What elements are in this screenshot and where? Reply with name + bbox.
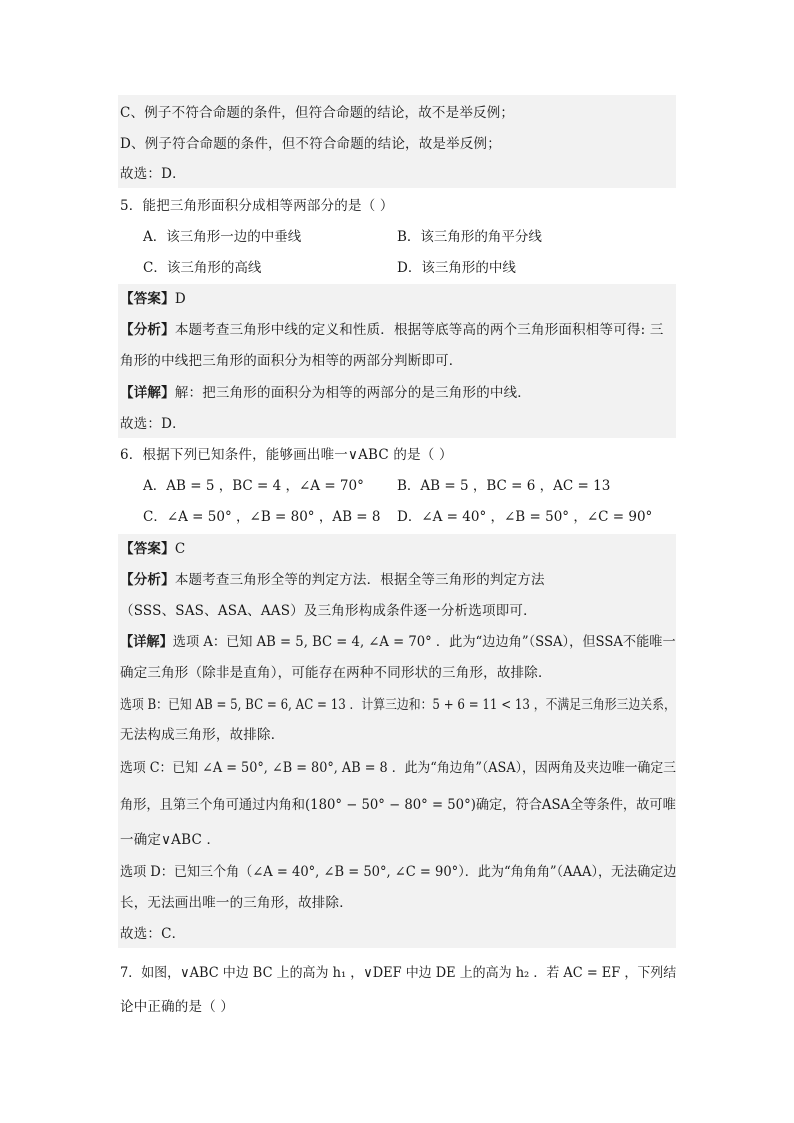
detail-text: 解：把三角形的面积分为相等的两部分的是三角形的中线． — [174, 385, 532, 401]
q7-stem-cont: 论中正确的是（ ） — [120, 999, 235, 1015]
answer-label: 【答案】 — [120, 541, 175, 557]
q5-analysis-cont: 角形的中线把三角形的面积分为相等的两部分判断即可． — [120, 353, 463, 369]
q5-analysis — [120, 322, 664, 338]
q6-option-d: D．∠A = 40° ，∠B = 50° ，∠C = 90° — [397, 509, 653, 525]
q6-analysis — [120, 572, 545, 588]
detail-label: 【详解】 — [120, 385, 175, 401]
q4-option-c-explanation: C、例子不符合命题的条件，但符合命题的结论，故不是举反例； — [120, 105, 515, 121]
q6-detail-d: 选项 D：已知三个角（∠A = 40°, ∠B = 50°, ∠C = 90°）．此为“角角角”（AAA），无法确定边 — [120, 864, 677, 880]
q5-stem: 5．能把三角形面积分成相等两部分的是（ ） — [120, 198, 394, 214]
q6-detail-c: 选项 C：已知 ∠A = 50°, ∠B = 80°, AB = 8 ．此为“角边角”（ASA），因两角及夹边唯一确定三 — [120, 760, 676, 776]
answer-value: C — [174, 541, 186, 557]
q6-detail-b-cont: 无法构成三角形，故排除． — [120, 727, 285, 743]
q6-answer — [120, 541, 185, 557]
analysis-label: 【分析】 — [120, 322, 175, 338]
q6-detail-c-cont2: 一确定∨ABC ． — [120, 832, 221, 848]
q6-option-a: A．AB = 5 ，BC = 4 ，∠A = 70° — [143, 478, 364, 494]
analysis-text: 本题考查三角形中线的定义和性质．根据等底等高的两个三角形面积相等可得: 三 — [174, 322, 664, 338]
q5-choose: 故选：D． — [120, 416, 186, 432]
q6-detail-d-cont: 长，无法画出唯一的三角形，故排除． — [120, 895, 353, 911]
q6-option-c: C．∠A = 50° ，∠B = 80° ，AB = 8 — [143, 509, 381, 525]
q4-option-d-explanation: D、例子符合命题的条件，但不符合命题的结论，故是举反例； — [120, 136, 501, 152]
q6-option-b: B．AB = 5 ，BC = 6 ，AC = 13 — [397, 478, 611, 494]
detail-text: 选项 A：已知 AB = 5, BC = 4, ∠A = 70° ．此为“边边角”（SSA），但SSA不能唯一 — [172, 634, 676, 650]
analysis-text: 本题考查三角形全等的判定方法．根据全等三角形的判定方法 — [174, 572, 545, 588]
q5-option-b: B．该三角形的角平分线 — [397, 229, 542, 245]
q5-answer — [120, 291, 186, 307]
analysis-label: 【分析】 — [120, 572, 175, 588]
q6-analysis-cont: （SSS、SAS、ASA、AAS）及三角形构成条件逐一分析选项即可． — [120, 603, 537, 619]
q6-detail-a — [120, 634, 676, 650]
q6-choose: 故选：C． — [120, 926, 186, 942]
q5-option-c: C．该三角形的高线 — [143, 260, 262, 276]
q6-detail-a-cont: 确定三角形（除非是直角），可能存在两种不同形状的三角形，故排除． — [120, 665, 552, 681]
answer-label: 【答案】 — [120, 291, 175, 307]
answer-value: D — [174, 291, 186, 307]
q7-stem: 7．如图，∨ABC 中边 BC 上的高为 h₁ ，∨DEF 中边 DE 上的高为 h₂ ．若 AC = EF ，下列结 — [120, 965, 677, 981]
q5-option-a: A．该三角形一边的中垂线 — [143, 229, 302, 245]
q5-detail — [120, 385, 531, 401]
q4-choose: 故选：D． — [120, 166, 186, 182]
q6-detail-b: 选项 B：已知 AB = 5, BC = 6, AC = 13 ．计算三边和：5 + 6 = 11 < 13 ，不满足三角形三边关系， — [120, 697, 676, 713]
q6-stem: 6．根据下列已知条件，能够画出唯一∨ABC 的是（ ） — [120, 447, 453, 463]
detail-label: 【详解】 — [120, 634, 173, 650]
q5-option-d: D．该三角形的中线 — [397, 260, 516, 276]
q6-detail-c-cont: 角形，且第三个角可通过内角和(180° − 50° − 80° = 50°)确定，符合ASA全等条件，故可唯 — [120, 797, 676, 813]
